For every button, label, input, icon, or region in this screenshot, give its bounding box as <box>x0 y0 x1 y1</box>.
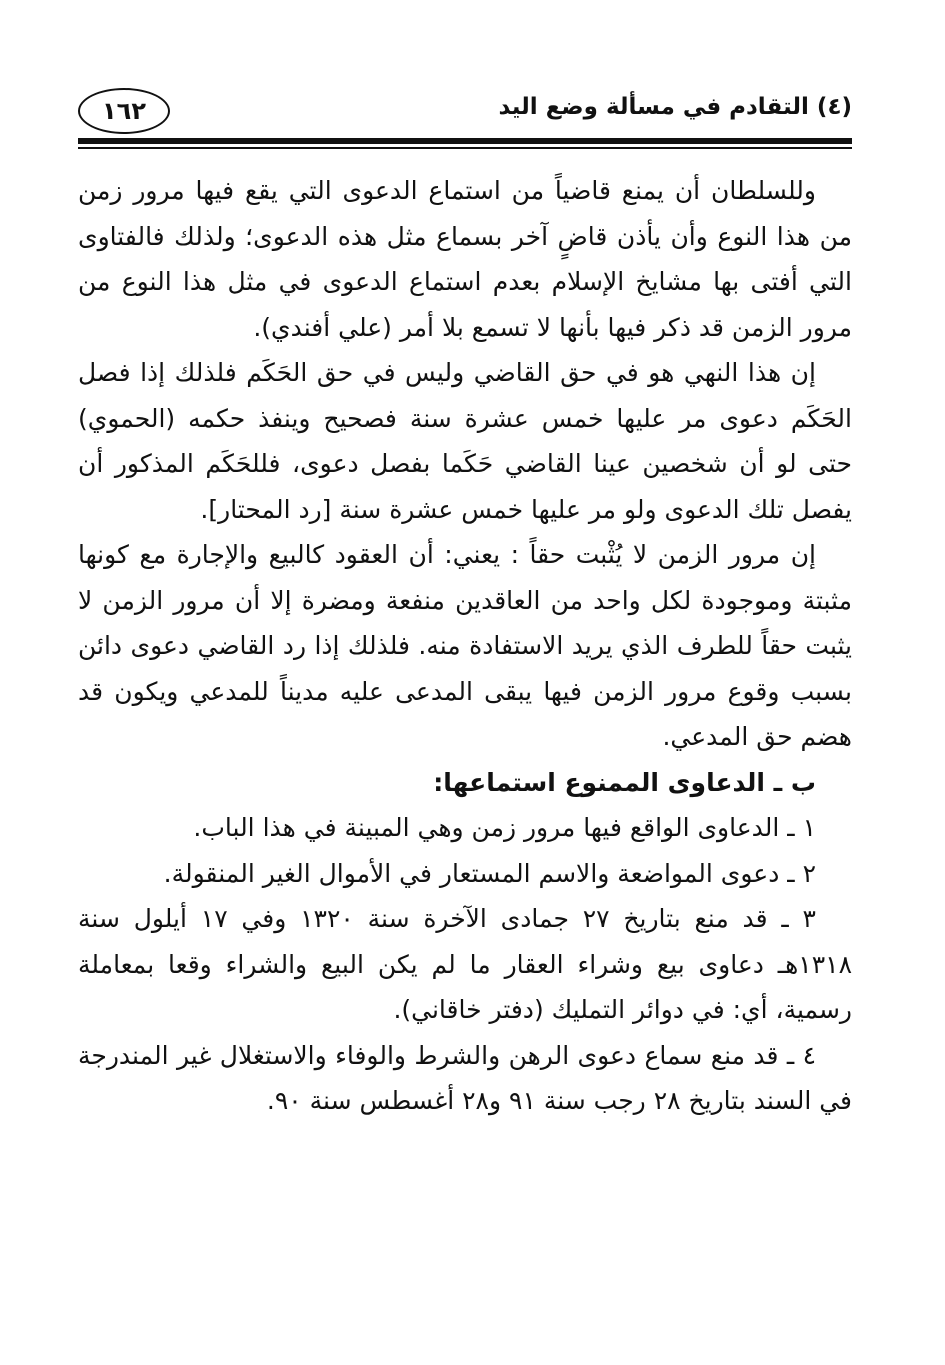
paragraph: وللسلطان أن يمنع قاضياً من استماع الدعوى التي يقع فيها مرور زمن من هذا النوع وأن يأذن قاضٍ آخر بسماع مثل هذه الدعوى؛ ولذلك فالفتاوى التي أفتى بها مشايخ الإسلام بعدم استماع الدعوى في مثل هذا النوع من مرور الزمن قد ذكر فيها بأنها لا تسمع بلا أمر (علي أفندي). <box>78 176 852 342</box>
page-number: ١٦٢ <box>78 88 170 134</box>
section-heading: ب ـ الدعاوى الممنوع استماعها: <box>433 767 816 797</box>
header-rule-thick <box>78 138 852 144</box>
list-item: ٣ ـ قد منع بتاريخ ٢٧ جمادى الآخرة سنة ١٣٢٠ وفي ١٧ أيلول سنة ١٣١٨هـ دعاوى بيع وشراء العقار ما لم يكن البيع والشراء وقعا بمعاملة رسمية، أي: في دوائر التمليك (دفتر خاقاني). <box>78 904 852 1024</box>
list-item: ٤ ـ قد منع سماع دعوى الرهن والشرط والوفاء والاستغلال غير المندرجة في السند بتاريخ ٢٨ رجب سنة ٩١ و٢٨ أغسطس سنة ٩٠. <box>78 1040 852 1115</box>
running-title: (٤) التقادم في مسألة وضع اليد <box>498 94 852 120</box>
list-item: ٢ ـ دعوى المواضعة والاسم المستعار في الأموال الغير المنقولة. <box>163 858 816 888</box>
body-text <box>78 168 852 1124</box>
paragraph: إن مرور الزمن لا يُثْبت حقاً : يعني: أن العقود كالبيع والإجارة مع كونها مثبتة وموجودة لكل واحد من العاقدين منفعة ومضرة إلا أن مرور الزمن لا يثبت حقاً للطرف الذي يريد الاستفادة منه. فلذلك إذا رد القاضي دعوى دائن بسبب وقوع مرور الزمن فيها يبقى المدعى عليه مديناً للمدعي ويكون قد هضم حق المدعي. <box>78 540 852 751</box>
list-item: ١ ـ الدعاوى الواقع فيها مرور زمن وهي المبينة في هذا الباب. <box>193 813 816 842</box>
paragraph: إن هذا النهي هو في حق القاضي وليس في حق الحَكَم فلذلك إذا فصل الحَكَم دعوى مر عليها خمس عشرة سنة فصحيح وينفذ حكمه (الحموي) حتى لو أن شخصين عينا القاضي حَكَما بفصل دعوى، فللحَكَم المذكور أن يفصل تلك الدعوى ولو مر عليها خمس عشرة سنة [رد المحتار]. <box>78 358 852 524</box>
header-rule-thin <box>78 147 852 149</box>
page-header <box>78 82 852 140</box>
